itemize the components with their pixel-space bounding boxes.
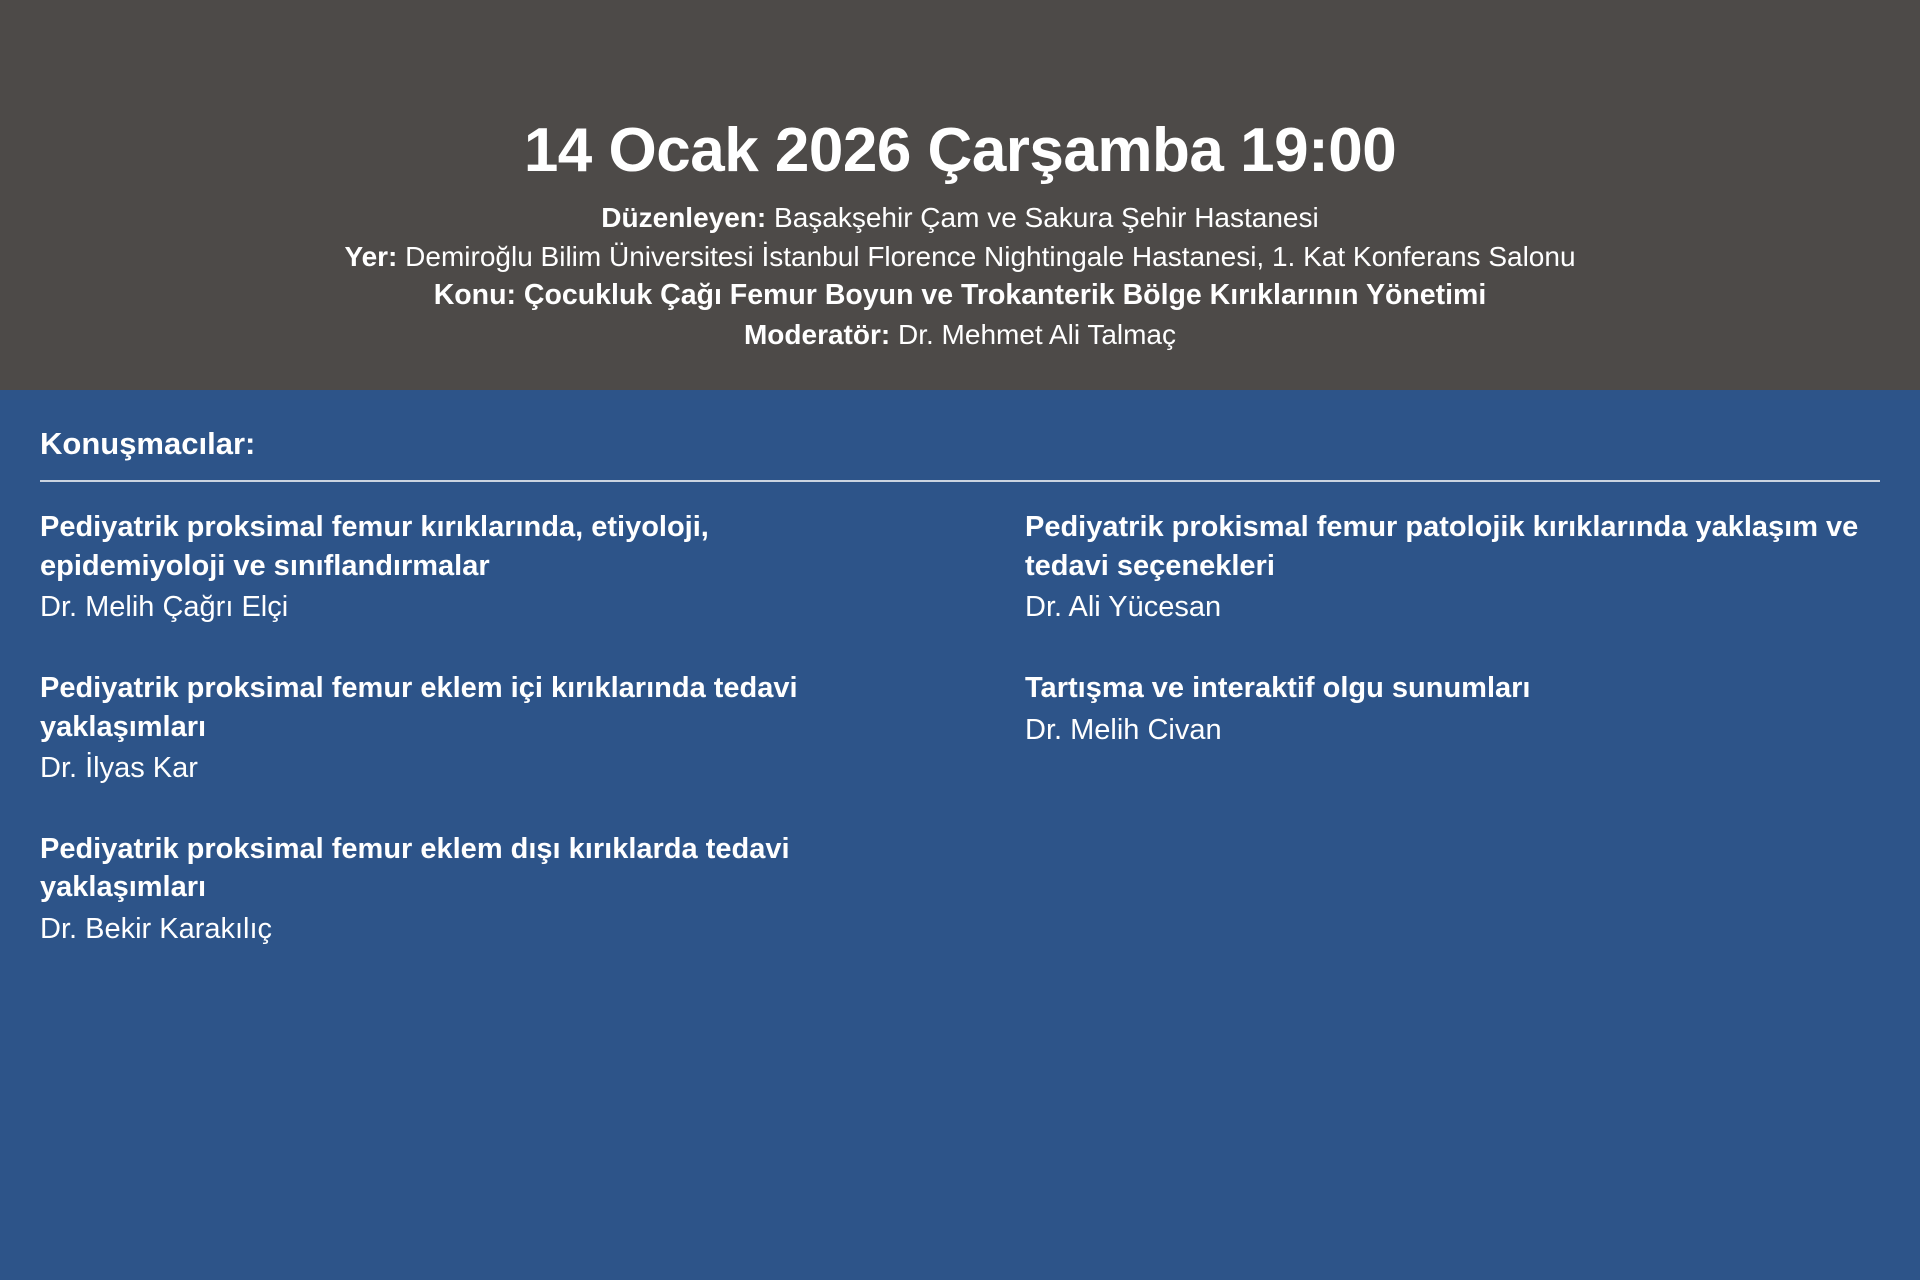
talk-title: Pediyatrik proksimal femur eklem dışı kırıklarda tedavi yaklaşımları [40, 832, 790, 904]
topic-label: Konu: [433, 279, 516, 312]
venue-label: Yer: [344, 240, 398, 272]
speakers-columns [40, 508, 1880, 990]
talk-title: Pediyatrik proksimal femur eklem içi kırıklarında tedavi yaklaşımları [40, 672, 798, 743]
talk-speaker: Dr. Melih Çağrı Elçi [40, 591, 289, 624]
venue-value: Demiroğlu Bilim Üniversitesi İstanbul Florence Nightingale Hastanesi, 1. Kat Konferans Salonu [405, 240, 1576, 272]
talk-speaker: Dr. Bekir Karakılıç [40, 913, 273, 946]
venue-line [40, 238, 1880, 277]
organizer-label: Düzenleyen: [601, 202, 767, 234]
moderator-label: Moderatör: [743, 318, 891, 350]
speakers-left-column [40, 508, 895, 990]
event-datetime: 14 Ocak 2026 Çarşamba 19:00 [523, 116, 1397, 185]
topic-value: Çocukluk Çağı Femur Boyun ve Trokanterik Bölge Kırıklarının Yönetimi [523, 279, 1487, 312]
talk-title: Pediyatrik prokismal femur patolojik kırıklarında yaklaşım ve tedavi seçenekleri [1025, 511, 1859, 582]
talk-title: Tartışma ve interaktif olgu sunumları [1025, 672, 1531, 705]
section-divider [40, 480, 1880, 482]
talk-speaker: Dr. İlyas Kar [40, 752, 198, 785]
talk-speaker: Dr. Melih Civan [1025, 713, 1222, 746]
talk-title: Pediyatrik proksimal femur kırıklarında, etiyoloji, epidemiyoloji ve sınıflandırmalar [40, 511, 709, 582]
speakers-section [0, 390, 1920, 1280]
organizer-value: Başakşehir Çam ve Sakura Şehir Hastanesi [774, 202, 1319, 234]
talk-item [1025, 508, 1880, 627]
moderator-value: Dr. Mehmet Ali Talmaç [897, 318, 1177, 350]
poster-header [0, 0, 1920, 390]
speakers-right-column [1025, 508, 1880, 990]
talk-item [1025, 669, 1880, 749]
talk-speaker: Dr. Ali Yücesan [1025, 591, 1222, 624]
speakers-heading: Konuşmacılar: [40, 426, 256, 462]
talk-item [40, 508, 895, 627]
talk-item [40, 830, 895, 949]
organizer-line [40, 199, 1880, 238]
topic-line [40, 276, 1880, 315]
talk-item [40, 669, 895, 788]
moderator-line [40, 316, 1880, 355]
